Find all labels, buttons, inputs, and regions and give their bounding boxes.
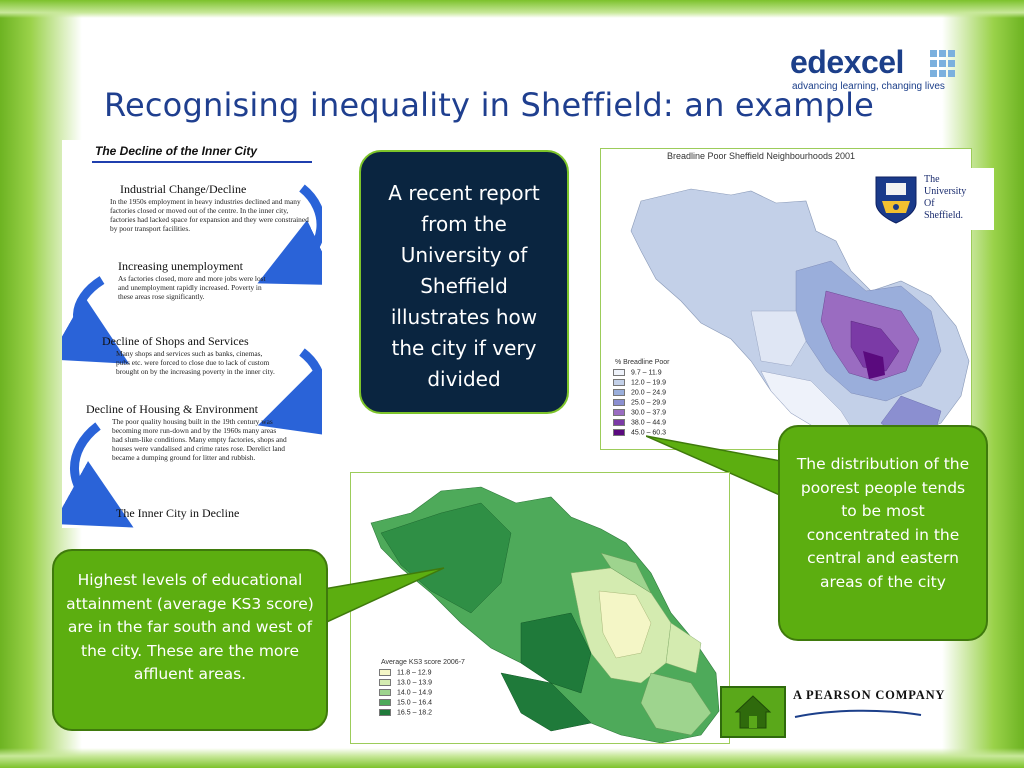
legend-swatch — [379, 669, 391, 676]
legend-label: 45.0 – 60.3 — [631, 429, 667, 437]
attain-legend-title: Average KS3 score 2006-7 — [381, 659, 465, 666]
frame-bottom-gradient — [0, 748, 1024, 768]
arrow-left-1 — [77, 280, 102, 346]
home-button[interactable] — [720, 686, 786, 738]
stage-decline — [116, 506, 296, 521]
legend-label: 15.0 – 16.4 — [397, 699, 433, 707]
home-icon — [722, 688, 784, 736]
stage-text: As factories closed, more and more jobs were lost and unemployment rapidly increased. Poverty in these areas rose significantly. — [118, 274, 266, 301]
attain-legend-item — [379, 679, 432, 686]
poor-legend-item — [613, 409, 666, 416]
distribution-callout: The distribution of the poorest people tends to be most concentrated in the central and eastern areas of the city — [778, 425, 988, 641]
stage-industrial — [110, 182, 310, 233]
grid-squares-icon — [930, 50, 956, 78]
stage-text: Many shops and services such as banks, cinemas, pubs etc. were forced to close due to lack of custom brought on by the increasing poverty in the inner city. — [116, 349, 275, 376]
legend-swatch — [613, 419, 625, 426]
pearson-swoosh — [793, 707, 923, 721]
pearson-company-text: A PEARSON COMPANY — [793, 688, 946, 702]
attainment-callout: Highest levels of educational attainment (average KS3 score) are in the far south and west of the city. These are the more affluent areas. — [52, 549, 328, 731]
poor-legend-item — [613, 389, 666, 396]
legend-label: 13.0 – 13.9 — [397, 679, 433, 687]
decline-diagram-title: The Decline of the Inner City — [95, 144, 258, 158]
legend-swatch — [379, 689, 391, 696]
legend-swatch — [379, 679, 391, 686]
legend-label: 25.0 – 29.9 — [631, 399, 667, 407]
attain-legend-item — [379, 699, 432, 706]
poor-legend-item — [613, 399, 666, 406]
stage-heading: Decline of Housing & Environment — [86, 402, 258, 416]
slide-title: Recognising inequality in Sheffield: an example — [104, 86, 875, 124]
legend-swatch — [379, 699, 391, 706]
report-callout: A recent report from the University of Sheffield illustrates how the city if very divided — [359, 150, 569, 414]
stage-text: The poor quality housing built in the 19th century was becoming more run-down and by the 1960s many areas had slum-like conditions. Many empty factories, shops and houses were vandalised and crime rates rose. Derelict land became a dumping ground for litter and rubbish. — [112, 417, 287, 462]
legend-label: 11.8 – 12.9 — [397, 669, 432, 677]
logo-tagline: advancing learning, changing lives — [792, 81, 945, 92]
pearson-company — [793, 688, 945, 721]
legend-label: 20.0 – 24.9 — [631, 389, 667, 397]
attainment-callout-pointer — [318, 566, 448, 646]
legend-swatch — [613, 379, 625, 386]
decline-diagram — [62, 140, 322, 528]
legend-swatch — [613, 429, 625, 436]
legend-swatch — [613, 399, 625, 406]
stage-heading: Decline of Shops and Services — [102, 334, 249, 348]
university-line: The — [924, 174, 940, 185]
university-logo — [866, 168, 994, 230]
stage-shops — [102, 334, 277, 376]
frame-top-gradient — [0, 0, 1024, 18]
university-name — [924, 174, 966, 222]
attain-legend-item — [379, 669, 432, 676]
legend-label: 9.7 – 11.9 — [631, 369, 662, 377]
legend-swatch — [613, 369, 625, 376]
stage-text: In the 1950s employment in heavy industries declined and many factories closed or moved out of the centre. In the inner city, factories had lacked space for expansion and they were constrained by poor transport facilities. — [110, 197, 309, 233]
poor-legend-item — [613, 379, 666, 386]
poor-legend-item — [613, 419, 666, 426]
attain-legend-item — [379, 709, 432, 716]
university-line: Sheffield. — [924, 210, 963, 221]
legend-swatch — [613, 409, 625, 416]
map-title: Breadline Poor Sheffield Neighbourhoods 2001 — [667, 151, 855, 161]
stage-housing — [86, 402, 296, 462]
stage-heading: Increasing unemployment — [118, 259, 243, 273]
logo-wordmark: edexcel — [790, 44, 904, 80]
stage-unemployment — [118, 259, 278, 301]
arrow-right-2 — [292, 352, 320, 414]
legend-swatch — [379, 709, 391, 716]
legend-label: 30.0 – 37.9 — [631, 409, 667, 417]
legend-label: 38.0 – 44.9 — [631, 419, 667, 427]
attain-legend-item — [379, 689, 432, 696]
legend-label: 14.0 – 14.9 — [397, 689, 433, 697]
university-line: Of — [924, 198, 935, 209]
poor-legend-title: % Breadline Poor — [615, 359, 670, 366]
stage-heading: The Inner City in Decline — [116, 506, 240, 520]
legend-label: 12.0 – 19.9 — [631, 379, 667, 387]
university-line: University — [924, 186, 967, 197]
poor-legend-item — [613, 369, 662, 376]
legend-label: 16.5 – 18.2 — [397, 709, 433, 717]
university-crest-icon — [872, 173, 920, 225]
legend-swatch — [613, 389, 625, 396]
stage-heading: Industrial Change/Decline — [120, 182, 247, 196]
